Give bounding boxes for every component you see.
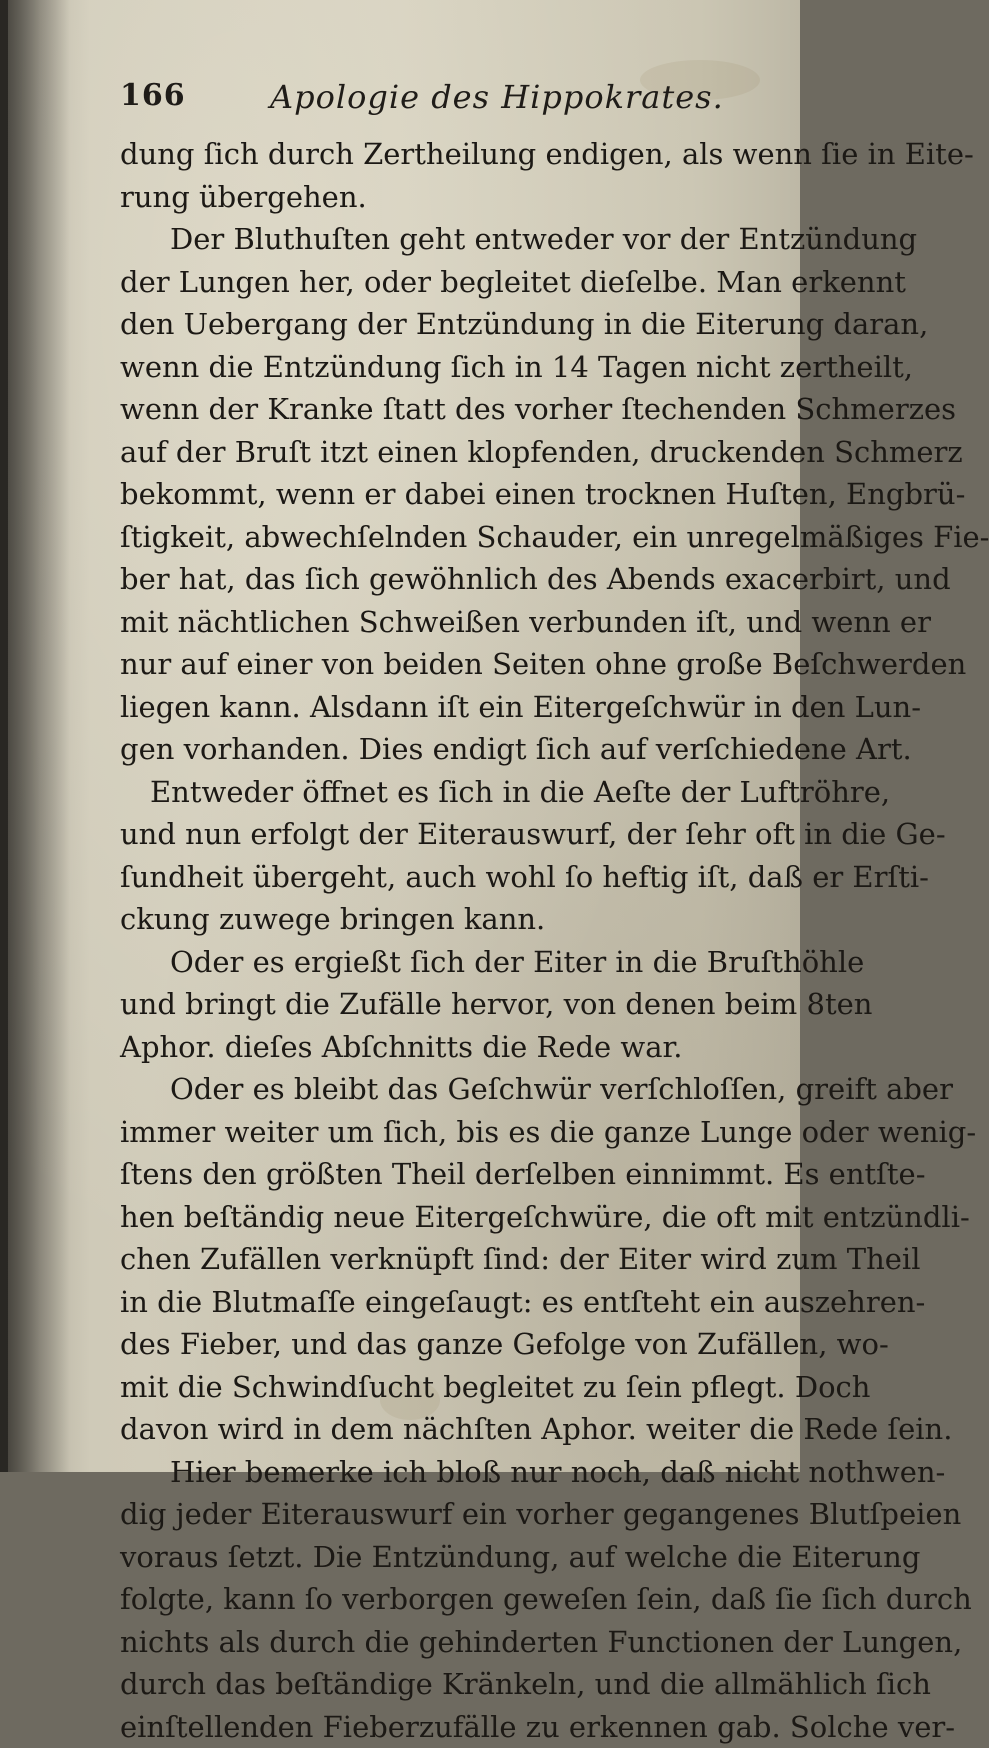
text-line: liegen kann. Alsdann iſt ein Eitergeſchwür in den Lun- [120, 686, 785, 729]
text-line: hen beſtändig neue Eitergeſchwüre, die oft mit entzündli- [120, 1196, 785, 1239]
text-line: Hier bemerke ich bloß nur noch, daß nicht nothwen- [120, 1451, 785, 1494]
text-line: dung ſich durch Zertheilung endigen, als wenn ſie in Eite- [120, 133, 785, 176]
page-number: 166 [120, 78, 186, 113]
text-line: des Fieber, und das ganze Gefolge von Zufällen, wo- [120, 1323, 785, 1366]
text-line: bekommt, wenn er dabei einen trocknen Huſten, Engbrü- [120, 473, 785, 516]
text-line: chen Zufällen verknüpft ſind: der Eiter wird zum Theil [120, 1238, 785, 1281]
text-line: nichts als durch die gehinderten Functionen der Lungen, [120, 1621, 785, 1664]
text-line: den Uebergang der Entzündung in die Eiterung daran, [120, 303, 785, 346]
text-line: Oder es ergießt ſich der Eiter in die Bruſthöhle [120, 941, 785, 984]
body-text [120, 133, 785, 1748]
running-title: Apologie des Hippokrates. [270, 78, 724, 116]
text-line: und bringt die Zufälle hervor, von denen beim 8ten [120, 983, 785, 1026]
text-line: ſtens den größten Theil derſelben einnimmt. Es entſte- [120, 1153, 785, 1196]
text-line: einſtellenden Fieberzufälle zu erkennen gab. Solche ver- [120, 1706, 785, 1748]
text-line: wenn der Kranke ſtatt des vorher ſtechenden Schmerzes [120, 388, 785, 431]
text-line: Oder es bleibt das Geſchwür verſchloſſen, greift aber [120, 1068, 785, 1111]
text-line: Aphor. dieſes Abſchnitts die Rede war. [120, 1026, 785, 1069]
text-line: voraus ſetzt. Die Entzündung, auf welche die Eiterung [120, 1536, 785, 1579]
text-line: Der Bluthuſten geht entweder vor der Entzündung [120, 218, 785, 261]
text-line: gen vorhanden. Dies endigt ſich auf verſchiedene Art. [120, 728, 785, 771]
page-header [120, 78, 780, 128]
text-line: in die Blutmaſſe eingeſaugt: es entſteht ein auszehren- [120, 1281, 785, 1324]
text-line: mit nächtlichen Schweißen verbunden iſt, und wenn er [120, 601, 785, 644]
text-line: auf der Bruſt itzt einen klopfenden, druckenden Schmerz [120, 431, 785, 474]
text-line: rung übergehen. [120, 176, 785, 219]
text-line: wenn die Entzündung ſich in 14 Tagen nicht zertheilt, [120, 346, 785, 389]
text-line: ſtigkeit, abwechſelnden Schauder, ein unregelmäßiges Fie- [120, 516, 785, 559]
gutter-shadow [0, 0, 70, 1472]
text-line: nur auf einer von beiden Seiten ohne große Beſchwerden [120, 643, 785, 686]
text-line: ber hat, das ſich gewöhnlich des Abends exacerbirt, und [120, 558, 785, 601]
text-line: dig jeder Eiterauswurf ein vorher gegangenes Blutſpeien [120, 1493, 785, 1536]
text-line: mit die Schwindſucht begleitet zu ſein pflegt. Doch [120, 1366, 785, 1409]
text-line: ſundheit übergeht, auch wohl ſo heftig iſt, daß er Erſti- [120, 856, 785, 899]
text-line: davon wird in dem nächſten Aphor. weiter die Rede ſein. [120, 1408, 785, 1451]
text-line: ckung zuwege bringen kann. [120, 898, 785, 941]
text-line: und nun erfolgt der Eiterauswurf, der ſehr oft in die Ge- [120, 813, 785, 856]
text-line: folgte, kann ſo verborgen geweſen ſein, daß ſie ſich durch [120, 1578, 785, 1621]
text-line: Entweder öffnet es ſich in die Aeſte der Luftröhre, [120, 771, 785, 814]
text-line: der Lungen her, oder begleitet dieſelbe. Man erkennt [120, 261, 785, 304]
text-line: durch das beſtändige Kränkeln, und die allmählich ſich [120, 1663, 785, 1706]
text-line: immer weiter um ſich, bis es die ganze Lunge oder wenig- [120, 1111, 785, 1154]
